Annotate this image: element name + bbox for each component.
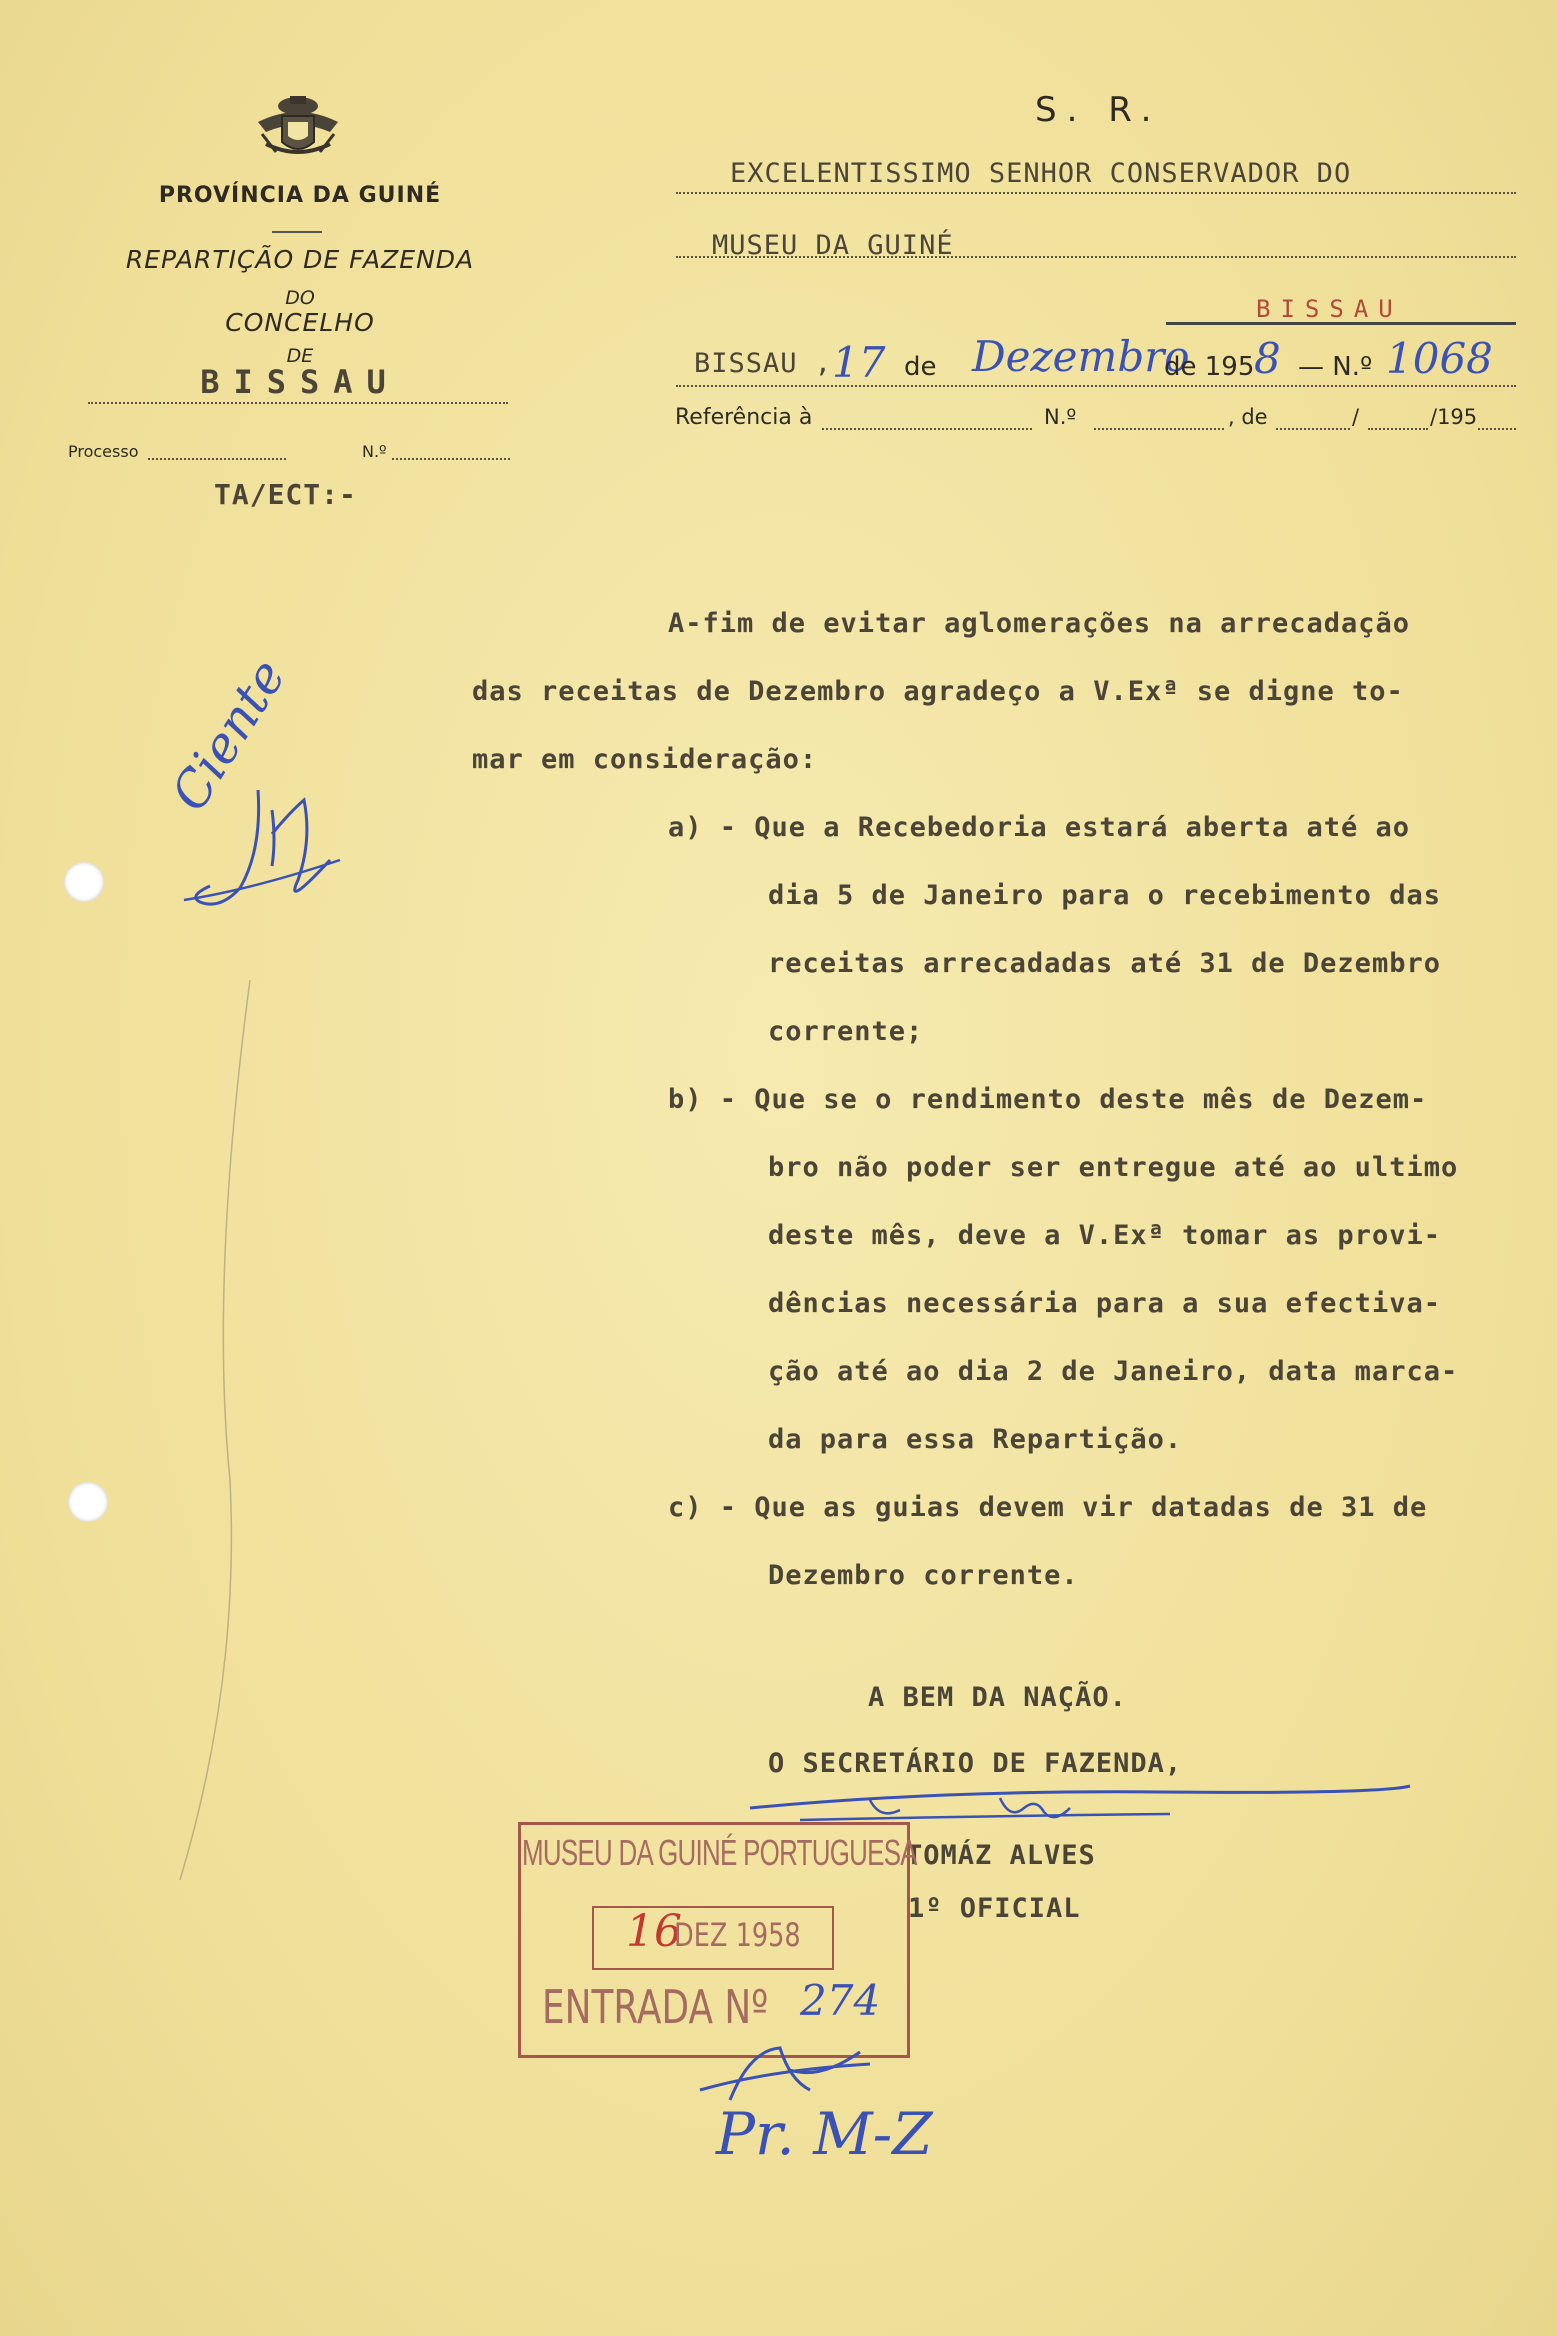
department-concelho: CONCELHO	[225, 308, 375, 337]
stamp-entrada-label: ENTRADA Nº	[542, 1980, 769, 2034]
initials-scribble	[180, 770, 350, 920]
reference-field	[822, 428, 1032, 430]
reference-number-label: N.º	[1044, 405, 1077, 429]
body-line: das receitas de Dezembro agradeço a V.Exª se digne to-	[472, 676, 1404, 707]
date-year-prefix: de 195	[1164, 352, 1255, 382]
body-line: dências necessária para a sua efectiva-	[768, 1288, 1441, 1319]
closing-salutation: A BEM DA NAÇÃO.	[868, 1682, 1127, 1713]
reference-number-field	[1094, 428, 1224, 430]
date-day: 17	[832, 338, 886, 387]
closing-title: O SECRETÁRIO DE FAZENDA,	[768, 1748, 1183, 1779]
date-de-label: de	[904, 352, 937, 382]
reference-month-field	[1368, 428, 1428, 430]
signatory-role: 1º OFICIAL	[908, 1893, 1081, 1924]
number-label: — N.º	[1298, 352, 1373, 382]
addressee-dotted-line-1	[676, 192, 1516, 194]
body-line: b) - Que se o rendimento deste mês de Dezem-	[668, 1084, 1428, 1115]
department-de: DE	[286, 345, 314, 367]
date-place: BISSAU ,	[694, 348, 833, 379]
body-line: da para essa Repartição.	[768, 1424, 1183, 1455]
dotted-line-left	[88, 402, 508, 404]
body-line: bro não poder ser entregue até ao ultimo	[768, 1152, 1459, 1183]
punch-hole-upper	[64, 862, 104, 902]
province-heading: PROVÍNCIA DA GUINÉ	[158, 183, 442, 208]
bottom-annotation: Pr. M-Z	[716, 2100, 933, 2168]
reference-label: Referência à	[675, 405, 813, 430]
heading-divider	[272, 231, 322, 233]
department-name: REPARTIÇÃO DE FAZENDA	[125, 245, 475, 274]
document-number: 1068	[1386, 334, 1493, 383]
reference-day-field	[1276, 428, 1350, 430]
stamp-month-year: DEZ 1958	[674, 1916, 801, 1954]
body-line: c) - Que as guias devem vir datadas de 31 de	[668, 1492, 1428, 1523]
body-line: A-fim de evitar aglomerações na arrecadação	[668, 608, 1410, 639]
body-line: corrente;	[768, 1016, 924, 1047]
margin-note: Ciente	[160, 649, 298, 821]
body-line: mar em consideração:	[472, 744, 818, 775]
department-do: DO	[285, 287, 315, 309]
body-line: ção até ao dia 2 de Janeiro, data marca-	[768, 1356, 1459, 1387]
destination-underline	[1166, 322, 1516, 325]
reference-de-label: , de	[1228, 405, 1268, 429]
stamp-header: MUSEU DA GUINÉ PORTUGUESA	[522, 1832, 917, 1873]
processo-number-field	[392, 458, 510, 460]
addressee-dotted-line-2	[676, 256, 1516, 258]
body-line: dia 5 de Janeiro para o recebimento das	[768, 880, 1441, 911]
body-line: receitas arrecadadas até 31 de Dezembro	[768, 948, 1441, 979]
stamp-entrada-number: 274	[800, 1976, 881, 2025]
reference-slash: /	[1352, 405, 1360, 429]
coat-of-arms-icon	[252, 92, 344, 162]
punch-hole-lower	[68, 1482, 108, 1522]
sr-mark: S. R.	[1035, 90, 1162, 130]
reference-year-field	[1478, 428, 1516, 430]
reference-year-label: /195	[1430, 405, 1478, 429]
date-month: Dezembro	[972, 332, 1190, 381]
stamp-day: 16	[626, 1906, 682, 1957]
signatory-name: TOMÁZ ALVES	[906, 1840, 1096, 1871]
body-line: deste mês, deve a V.Exª tomar as provi-	[768, 1220, 1441, 1251]
destination-city: BISSAU	[1256, 295, 1403, 323]
body-line: Dezembro corrente.	[768, 1560, 1079, 1591]
date-dotted-line	[676, 385, 1516, 387]
department-city: BISSAU	[200, 363, 400, 401]
processo-number-label: N.º	[362, 442, 387, 461]
date-year-digit: 8	[1254, 334, 1281, 383]
processo-label: Processo	[68, 442, 139, 461]
pencil-margin-mark	[150, 980, 270, 1880]
processo-field	[148, 458, 286, 460]
body-line: a) - Que a Recebedoria estará aberta até ao	[668, 812, 1410, 843]
addressee-line-2: MUSEU DA GUINÉ	[712, 230, 954, 261]
addressee-line-1: EXCELENTISSIMO SENHOR CONSERVADOR DO	[730, 158, 1352, 189]
reference-code: TA/ECT:-	[214, 478, 357, 511]
